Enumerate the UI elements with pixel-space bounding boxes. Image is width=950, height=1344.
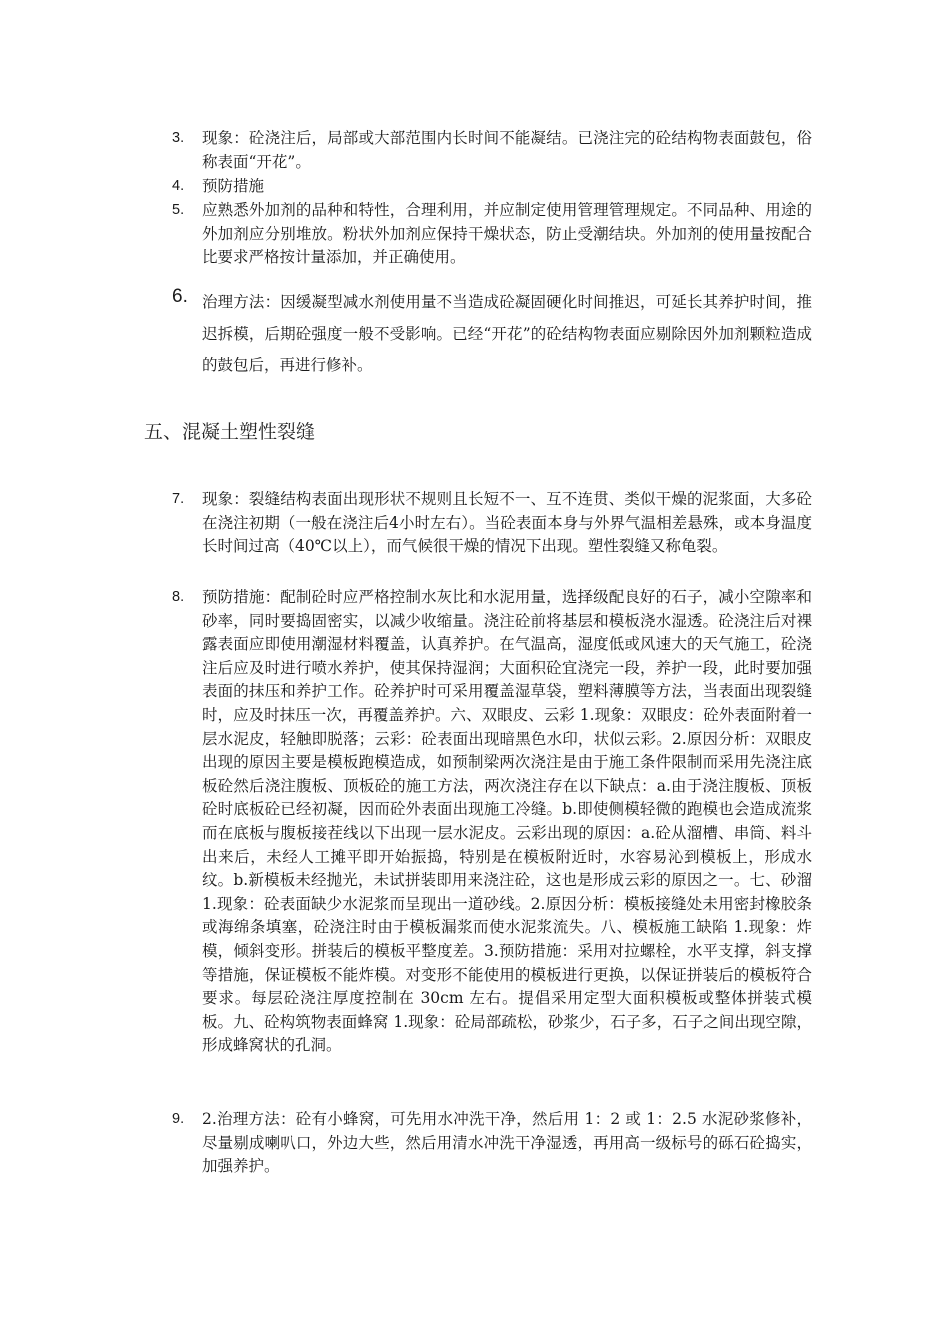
list-number: 6.: [172, 286, 188, 307]
list-number: 8.: [172, 589, 185, 605]
list-item: [172, 586, 812, 1058]
list-number: 7.: [172, 491, 185, 507]
list-item: [172, 488, 812, 559]
list-item: [172, 175, 812, 199]
list-item: [172, 287, 812, 382]
list-item: [172, 127, 812, 174]
list-number: 9.: [172, 1111, 185, 1127]
list-text: 预防措施: [202, 177, 265, 195]
list-text: 现象：砼浇注后，局部或大部范围内长时间不能凝结。已浇注完的砼结构物表面鼓包，俗称表面“开花”。: [202, 129, 812, 171]
list-number: 4.: [172, 178, 185, 194]
list-item: [172, 199, 812, 270]
section-heading: 五、混凝土塑性裂缝: [144, 421, 316, 443]
list-text: 应熟悉外加剂的品种和特性，合理利用，并应制定使用管理管理规定。不同品种、用途的外加剂应分别堆放。粉状外加剂应保持干燥状态，防止受潮结块。外加剂的使用量按配合比要求严格按计量添加，并正确使用。: [202, 201, 812, 267]
list-text: 2.治理方法：砼有小蜂窝，可先用水冲洗干净，然后用 1：2 或 1：2.5 水泥砂浆修补，尽量剔成喇叭口，外边大些，然后用清水冲洗干净湿透，再用高一级标号的砾石砼捣实，加强养护。: [202, 1110, 812, 1176]
list-item: [172, 1108, 812, 1179]
list-text: 预防措施：配制砼时应严格控制水灰比和水泥用量，选择级配良好的石子，减小空隙率和砂率，同时要捣固密实，以减少收缩量。浇注砼前将基层和模板浇水湿透。砼浇注后对裸露表面应即使用潮湿材料覆盖，认真养护。在气温高，湿度低或风速大的天气施工，砼浇注后应及时进行喷水养护，使其保持湿润；大面积砼宜浇完一段，养护一段，此时要加强表面的抹压和养护工作。砼养护时可采用覆盖湿草袋，塑料薄膜等方法，当表面出现裂缝时，应及时抹压一次，再覆盖养护。六、双眼皮、云彩 1.现象：双眼皮：砼外表面附着一层水泥皮，轻触即脱落；云彩：砼表面出现暗黑色水印，状似云彩。2.原因分析：双眼皮出现的原因主要是模板跑模造成，如预制梁两次浇注是由于施工条件限制而采用先浇注底板砼然后浇注腹板、顶板砼的施工方法，两次浇注存在以下缺点：a.由于浇注腹板、顶板砼时底板砼已经初凝，因而砼外表面出现施工冷缝。b.即使侧模轻微的跑模也会造成流浆而在底板与腹板接茬线以下出现一层水泥皮。云彩出现的原因：a.砼从溜槽、串筒、料斗出来后，未经人工摊平即开始振捣，特别是在模板附近时，水容易沁到模板上，形成水纹。b.新模板未经抛光，未试拼装即用来浇注砼，这也是形成云彩的原因之一。七、砂溜 1.现象：砼表面缺少水泥浆而呈现出一道砂线。2.原因分析：模板接缝处未用密封橡胶条或海绵条填塞，砼浇注时由于模板漏浆而使水泥浆流失。八、模板施工缺陷 1.现象：炸模，倾斜变形。拼装后的模板平整度差。3.预防措施：采用对拉螺栓，水平支撑，斜支撑等措施，保证模板不能炸模。对变形不能使用的模板进行更换，以保证拼装后的模板符合要求。每层砼浇注厚度控制在 30cm 左右。提倡采用定型大面积模板或整体拼装式模板。九、砼构筑物表面蜂窝 1.现象：砼局部疏松，砂浆少，石子多，石子之间出现空隙，形成蜂窝状的孔洞。: [202, 588, 812, 1055]
list-text: 现象：裂缝结构表面出现形状不规则且长短不一、互不连贯、类似干燥的泥浆面，大多砼在浇注初期（一般在浇注后4小时左右）。当砼表面本身与外界气温相差悬殊，或本身温度长时间过高（40℃以上），而气候很干燥的情况下出现。塑性裂缝又称龟裂。: [202, 490, 812, 556]
list-text: 治理方法：因缓凝型减水剂使用量不当造成砼凝固硬化时间推迟，可延长其养护时间，推迟拆模，后期砼强度一般不受影响。已经“开花”的砼结构物表面应剔除因外加剂颗粒造成的鼓包后，再进行修补。: [202, 293, 812, 374]
list-number: 3.: [172, 130, 185, 146]
list-number: 5.: [172, 202, 185, 218]
